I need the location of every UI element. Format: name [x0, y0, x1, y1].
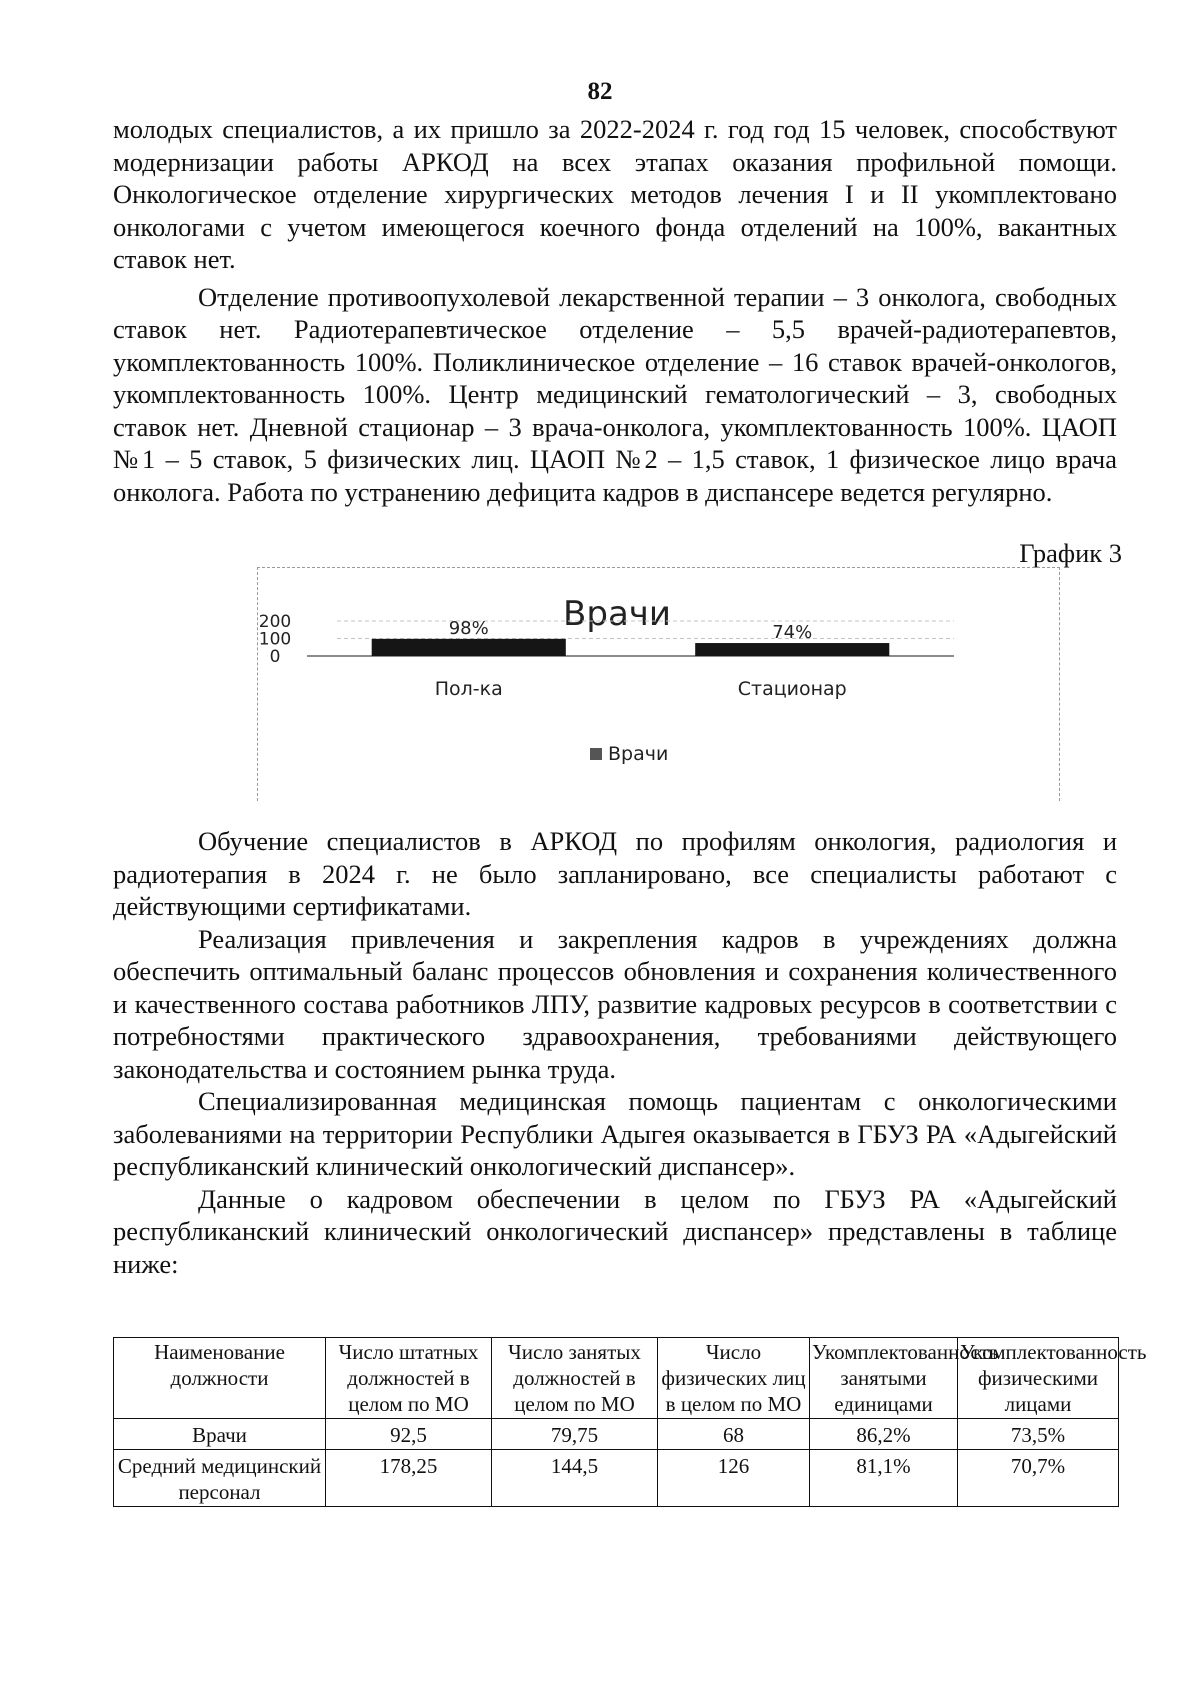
table-cell: 86,2% — [810, 1419, 958, 1450]
table-cell: 73,5% — [958, 1419, 1119, 1450]
header-staffing-by-individuals: Укомплектованность физическими лицами — [958, 1338, 1119, 1419]
text-block-bottom — [113, 825, 1117, 1280]
bar — [695, 643, 889, 656]
chart-legend — [590, 743, 668, 765]
header-position: Наименование должности — [114, 1338, 326, 1419]
y-tick-label: 0 — [269, 647, 281, 667]
paragraph: Реализация привлечения и закрепления кадров в учреждениях должна обеспечить оптимальный баланс процессов обновления и сохранения количественного и качественного состава работников ЛПУ, развитие кадровых ресурсов в соответствии с потребностями практического здравоохранения, требованиями действующего законодательства и состоянием рынка труда. — [113, 923, 1117, 1084]
paragraph: Данные о кадровом обеспечении в целом по ГБУЗ РА «Адыгейский республиканский клинический онкологический диспансер» представлены в таблице ниже: — [113, 1183, 1117, 1279]
table-cell: 92,5 — [326, 1419, 492, 1450]
staffing-table — [113, 1337, 1147, 1507]
header-individuals: Число физических лиц в целом по МО — [658, 1338, 810, 1419]
table-cell: 70,7% — [958, 1450, 1119, 1507]
chart-title: Врачи — [563, 594, 671, 634]
header-staffing-by-units: Укомплектованность занятыми единицами — [810, 1338, 958, 1419]
text-block-top — [113, 113, 1117, 508]
paragraph: Специализированная медицинская помощь пациентам с онкологическими заболеваниями на территории Республики Адыгея оказывается в ГБУЗ РА «Адыгейский республиканский клинический онкологический диспансер». — [113, 1086, 1117, 1181]
page-number: 82 — [587, 78, 613, 105]
table-cell: 68 — [658, 1419, 810, 1450]
x-axis-labels — [435, 678, 847, 700]
table-cell: 144,5 — [492, 1450, 658, 1507]
x-category-label: Пол-ка — [434, 678, 503, 700]
table-cell: 178,25 — [326, 1450, 492, 1507]
legend-swatch — [590, 748, 602, 760]
y-axis-ticks — [259, 612, 291, 667]
table-row — [114, 1419, 1119, 1450]
y-tick-label: 100 — [258, 629, 292, 650]
table-cell: 79,75 — [492, 1419, 658, 1450]
bar-data-label: 74% — [772, 622, 813, 644]
bar — [372, 639, 566, 656]
paragraph: Обучение специалистов в АРКОД по профилям онкология, радиология и радиотерапия в 2024 г. не было запланировано, все специалисты работают с действующими сертификатами. — [113, 826, 1117, 921]
header-occupied-positions: Число занятых должностей в целом по МО — [492, 1338, 658, 1419]
table-cell: Врачи — [114, 1419, 326, 1450]
table-cell: Средний медицинский персонал — [114, 1450, 326, 1507]
bar-chart — [257, 567, 1058, 800]
table-row — [114, 1450, 1119, 1507]
chart-caption: График 3 — [1019, 538, 1122, 568]
header-staff-positions: Число штатных должностей в целом по МО — [326, 1338, 492, 1419]
table-header-row — [114, 1338, 1119, 1419]
paragraph: Отделение противоопухолевой лекарственной терапии – 3 онколога, свободных ставок нет. Радиотерапевтическое отделение – 5,5 врачей-радиотерапевтов, укомплектованность 100%. Поликлиническое отделение – 16 ставок врачей-онкологов, укомплектованность 100%. Центр медицинский гематологический – 3, свободных ставок нет. Дневной стационар – 3 врача-онколога, укомплектованность 100%. ЦАОП №1 – 5 ставок, 5 физических лиц. ЦАОП №2 – 1,5 ставок, 1 физическое лицо врача онколога. Работа по устранению дефицита кадров в диспансере ведется регулярно. — [113, 281, 1117, 507]
legend-label: Врачи — [608, 743, 669, 765]
x-category-label: Стационар — [737, 678, 847, 700]
bar-data-label: 98% — [448, 617, 489, 639]
table-cell: 126 — [658, 1450, 810, 1507]
paragraph: молодых специалистов, а их пришло за 2022-2024 г. год год 15 человек, способствуют модернизации работы АРКОД на всех этапах оказания профильной помощи. Онкологическое отделение хирургических методов лечения I и II укомплектовано онкологами с учетом имеющегося коечного фонда отделений на 100%, вакантных ставок нет. — [113, 114, 1117, 274]
table-cell: 81,1% — [810, 1450, 958, 1507]
y-tick-label: 200 — [258, 612, 292, 632]
